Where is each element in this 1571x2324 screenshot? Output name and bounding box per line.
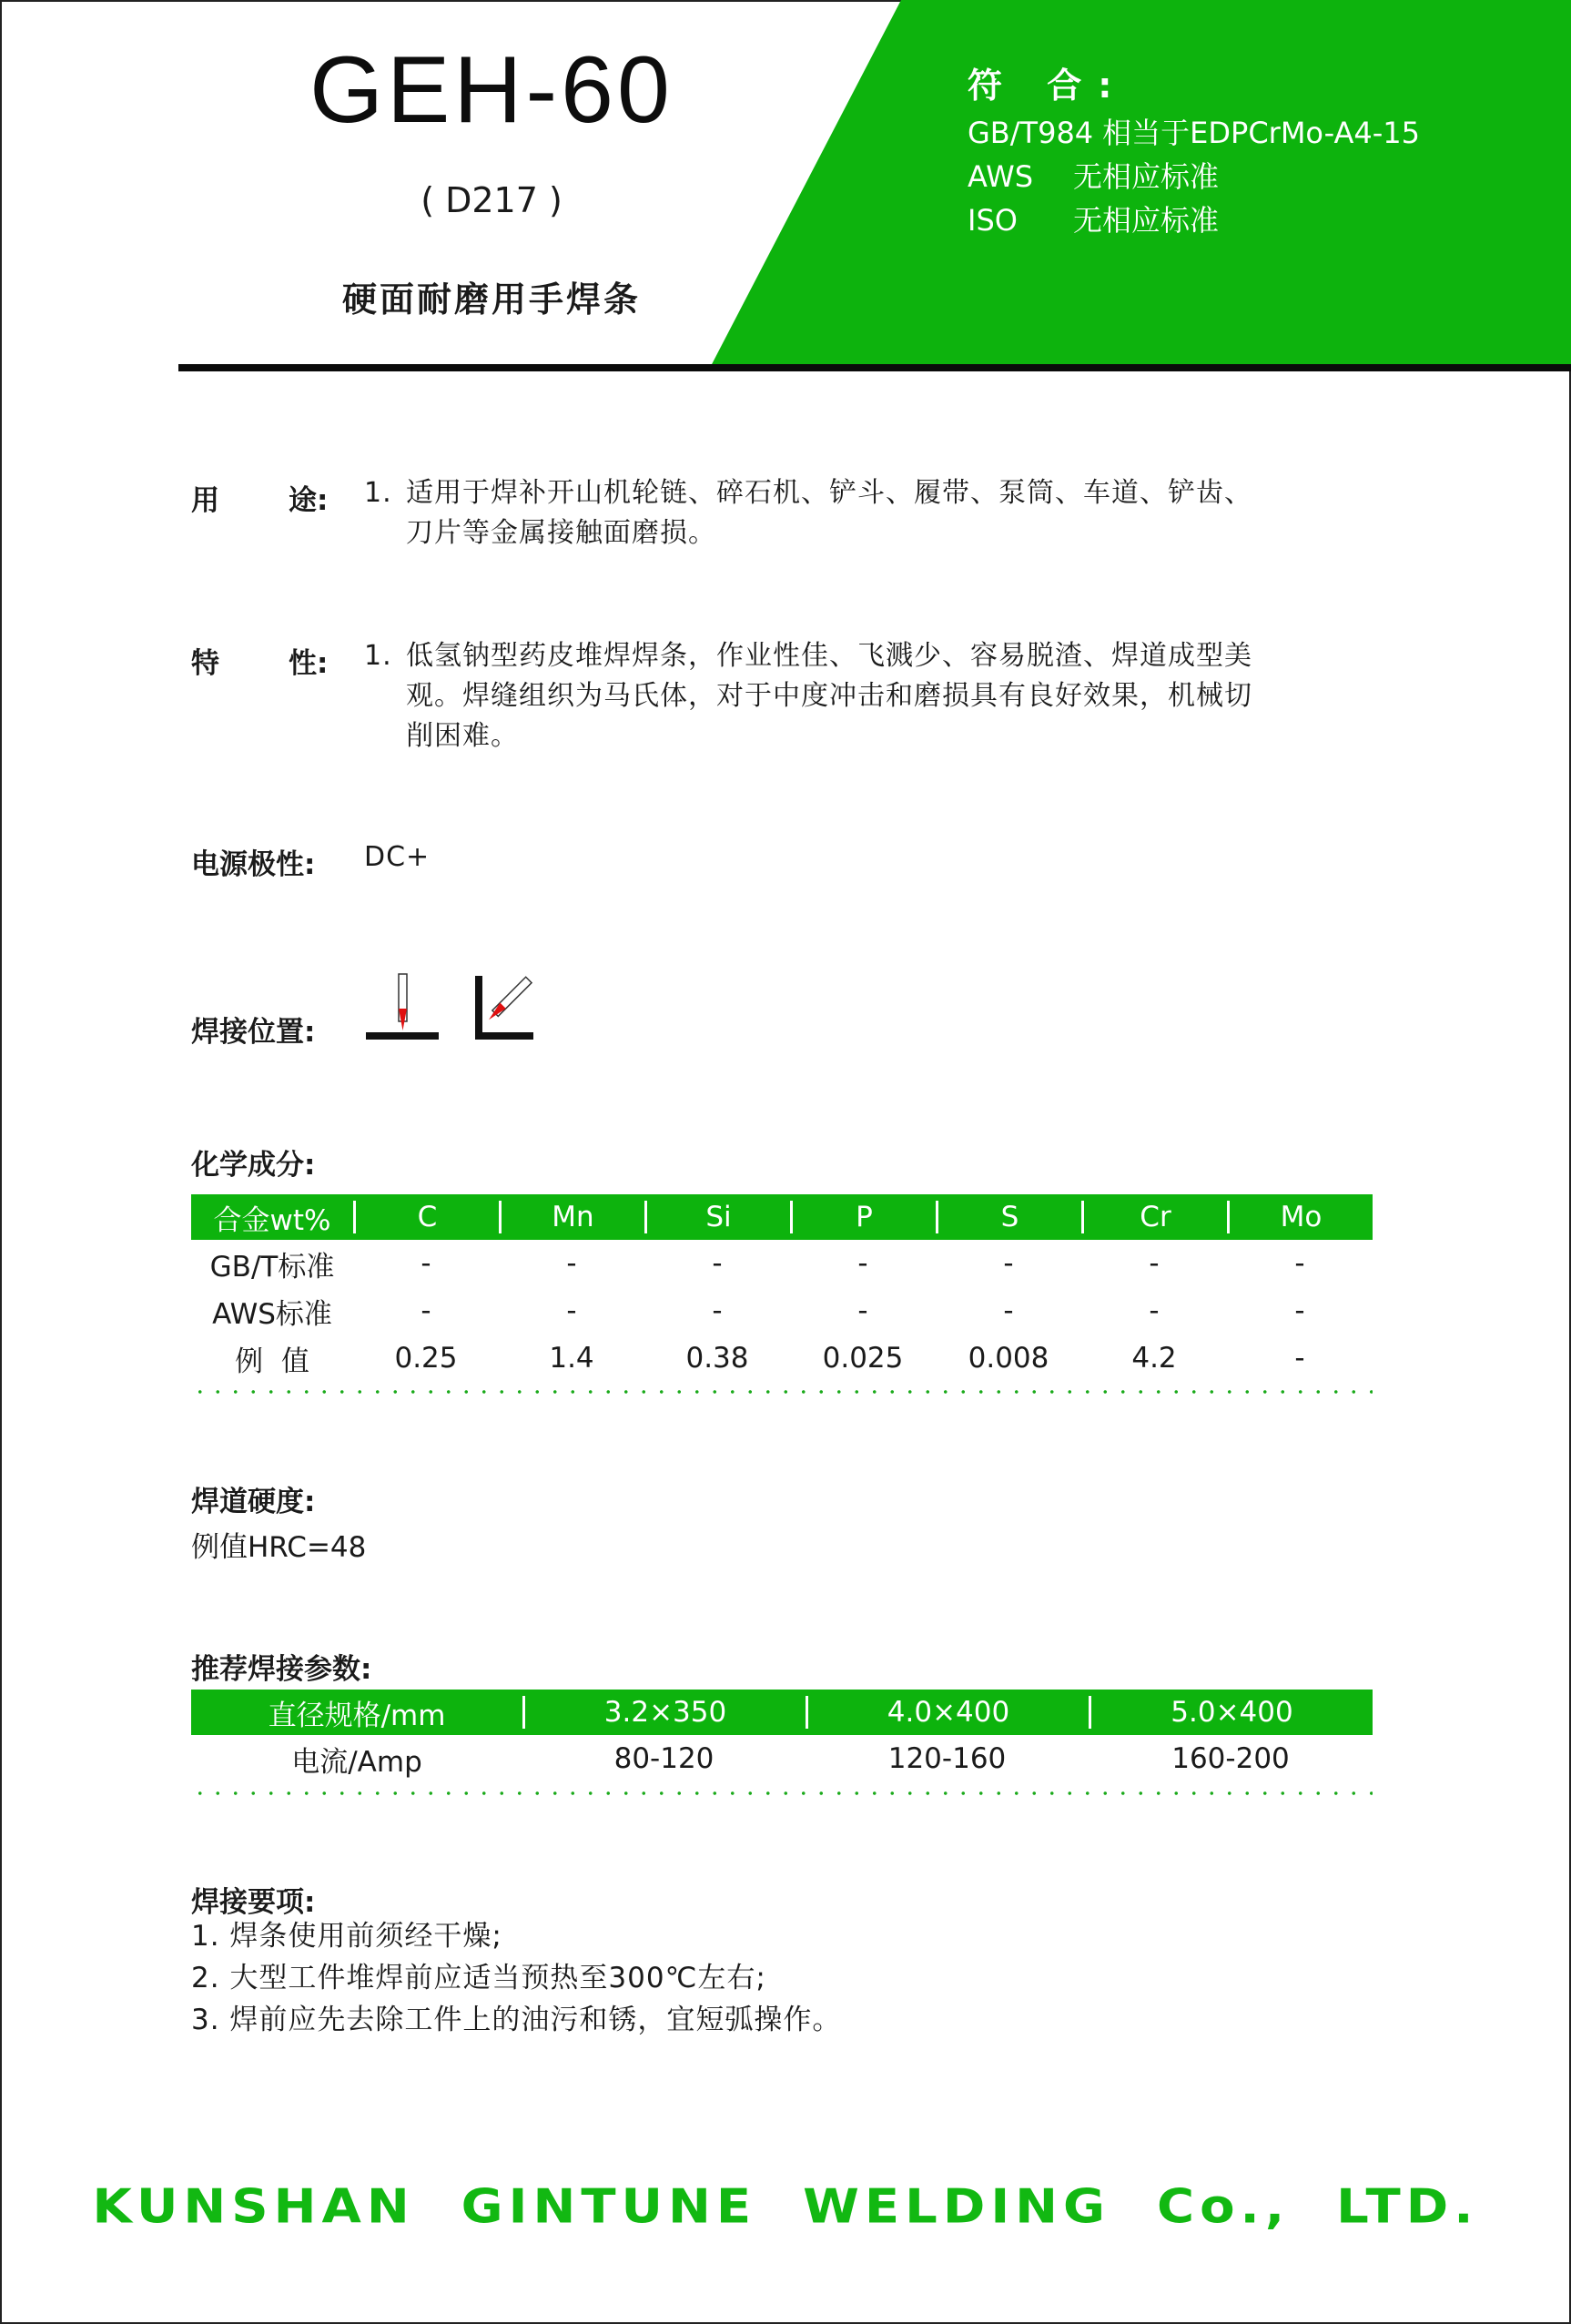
- list-item: 3. 焊前应先去除工件上的油污和锈，宜短弧操作。: [191, 2004, 842, 2036]
- table-cell: 4.2: [1131, 1342, 1177, 1375]
- table-cell: -: [1149, 1294, 1160, 1327]
- params-label: 推荐焊接参数:: [191, 1653, 372, 1686]
- table-header-cell: C: [353, 1201, 499, 1233]
- notes-label: 焊接要项:: [191, 1886, 316, 1919]
- table-cell: -: [1003, 1294, 1014, 1327]
- table-cell: 例 值: [235, 1345, 309, 1378]
- hardness-label: 焊道硬度:: [191, 1486, 316, 1518]
- standards-heading: 符 合:: [968, 66, 1129, 106]
- features-line-3: 削困难。: [406, 720, 519, 752]
- list-item: 2. 大型工件堆焊前应适当预热至300℃左右;: [191, 1962, 766, 1994]
- chemistry-header-row: [191, 1194, 1373, 1240]
- features-text: [364, 636, 1365, 756]
- table-cell: -: [1294, 1247, 1305, 1280]
- table-header-cell: 3.2×350: [522, 1696, 806, 1729]
- usage-label-char1: 用: [191, 484, 219, 517]
- table-cell: AWS标准: [212, 1297, 332, 1331]
- chemistry-table: [191, 1194, 1373, 1382]
- standard-row: [968, 198, 1420, 242]
- table-header-cell: Si: [644, 1201, 790, 1233]
- table-cell: -: [421, 1247, 431, 1280]
- polarity-label: 电源极性:: [191, 848, 316, 881]
- table-cell: -: [857, 1294, 868, 1327]
- product-code: ( D217 ): [421, 180, 563, 220]
- standard-value: 无相应标准: [1073, 203, 1220, 238]
- features-item-number: 1.: [364, 640, 392, 672]
- usage-text: [364, 473, 1365, 553]
- table-header-cell: S: [936, 1201, 1081, 1233]
- flat-position-icon: [366, 974, 439, 1040]
- params-table: [191, 1690, 1373, 1782]
- table-row: [191, 1735, 1373, 1782]
- hardness-value: 例值HRC=48: [191, 1531, 367, 1564]
- table-cell: 0.008: [968, 1342, 1049, 1375]
- position-label: 焊接位置:: [191, 1016, 316, 1049]
- table-header-cell: 4.0×400: [806, 1696, 1089, 1729]
- dotted-divider: [191, 1389, 1373, 1395]
- table-cell: 160-200: [1171, 1742, 1290, 1775]
- table-cell: -: [857, 1247, 868, 1280]
- product-subtitle: 硬面耐磨用手焊条: [341, 279, 641, 320]
- standard-key: AWS: [968, 159, 1034, 194]
- table-cell: -: [1294, 1342, 1305, 1375]
- table-header-cell: 合金wt%: [213, 1203, 331, 1237]
- table-header-cell: Cr: [1081, 1201, 1227, 1233]
- standards-block: [968, 64, 1420, 242]
- table-cell: -: [566, 1294, 577, 1327]
- features-label-char1: 特: [191, 647, 219, 680]
- table-header-cell: P: [790, 1201, 936, 1233]
- list-item: 1. 焊条使用前须经干燥;: [191, 1920, 502, 1953]
- table-cell: 0.25: [394, 1342, 458, 1375]
- usage-label-char2: 途:: [289, 484, 329, 517]
- usage-line-1: 适用于焊补开山机轮链、碎石机、铲斗、履带、泵筒、车道、铲齿、: [406, 477, 1252, 509]
- usage-line-2: 刀片等金属接触面磨损。: [406, 517, 716, 549]
- table-cell: -: [1294, 1294, 1305, 1327]
- fillet-position-icon: [475, 976, 533, 1040]
- chemistry-label: 化学成分:: [191, 1149, 316, 1182]
- standard-key: GB/T984: [968, 116, 1094, 150]
- table-cell: 120-160: [887, 1742, 1007, 1775]
- usage-item-number: 1.: [364, 477, 392, 509]
- standard-value: 相当于EDPCrMo-A4-15: [1102, 116, 1420, 150]
- standard-row: [968, 155, 1420, 198]
- table-cell: 0.025: [822, 1342, 904, 1375]
- standard-row: [968, 111, 1420, 155]
- table-cell: -: [566, 1247, 577, 1280]
- notes-list: [191, 1915, 841, 2041]
- table-cell: -: [1003, 1247, 1014, 1280]
- features-label-char2: 性:: [289, 647, 329, 680]
- table-cell: -: [712, 1247, 723, 1280]
- features-line-2: 观。焊缝组织为马氏体，对于中度冲击和磨损具有良好效果，机械切: [406, 680, 1252, 712]
- product-model-title: GEH-60: [309, 37, 674, 143]
- welding-position-icons: [364, 972, 546, 1045]
- table-cell: -: [421, 1294, 431, 1327]
- table-cell: 电流/Amp: [291, 1745, 422, 1779]
- table-header-cell: Mo: [1227, 1201, 1373, 1233]
- table-cell: 80-120: [613, 1742, 715, 1775]
- dotted-divider: [191, 1791, 1373, 1796]
- table-row: [191, 1335, 1373, 1382]
- table-cell: 0.38: [685, 1342, 749, 1375]
- table-cell: -: [712, 1294, 723, 1327]
- company-name: KUNSHAN GINTUNE WELDING Co., LTD.: [92, 2179, 1479, 2235]
- standard-value: 无相应标准: [1073, 159, 1220, 194]
- table-row: [191, 1287, 1373, 1335]
- table-cell: -: [1149, 1247, 1160, 1280]
- header-divider: [178, 364, 1571, 371]
- table-cell: 1.4: [549, 1342, 594, 1375]
- table-cell: GB/T标准: [209, 1250, 335, 1284]
- table-header-cell: 5.0×400: [1089, 1696, 1373, 1729]
- table-header-cell: Mn: [499, 1201, 644, 1233]
- polarity-value: DC+: [364, 841, 431, 873]
- table-row: [191, 1240, 1373, 1287]
- params-header-row: [191, 1690, 1373, 1735]
- features-line-1: 低氢钠型药皮堆焊焊条，作业性佳、飞溅少、容易脱渣、焊道成型美: [406, 640, 1252, 672]
- standard-key: ISO: [968, 203, 1018, 238]
- table-header-cell: 直径规格/mm: [268, 1699, 446, 1732]
